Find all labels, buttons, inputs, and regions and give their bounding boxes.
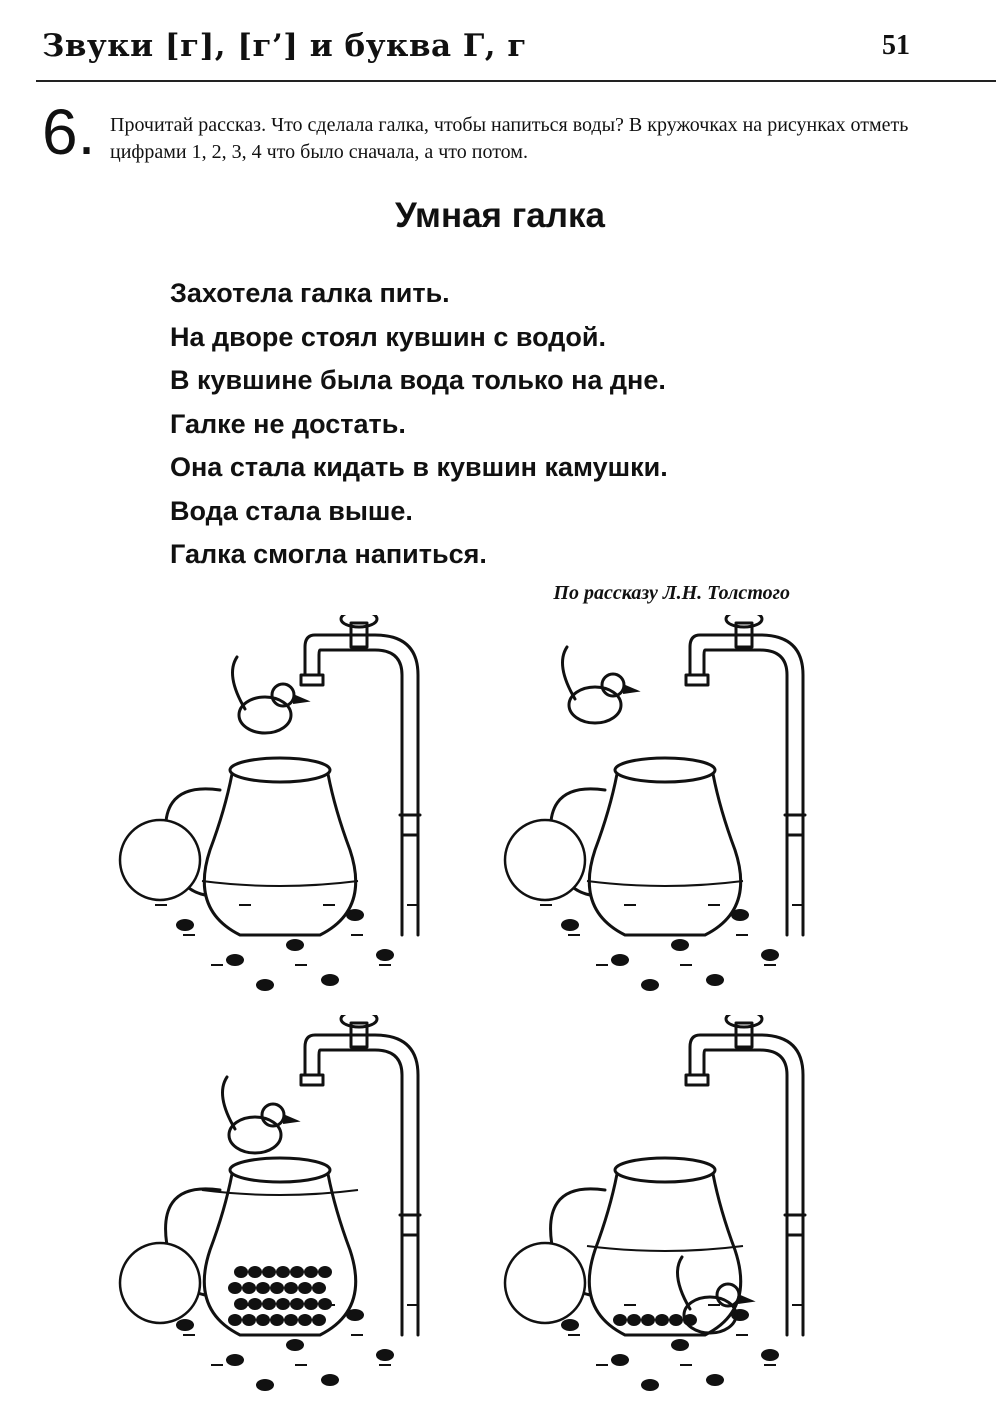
stone-in-jug — [256, 1282, 270, 1294]
stone-in-jug — [284, 1282, 298, 1294]
pebble — [256, 979, 274, 991]
stone-in-jug — [242, 1314, 256, 1326]
water-surface — [202, 881, 358, 886]
water-surface — [202, 1190, 358, 1195]
pebble — [671, 939, 689, 951]
pebble — [321, 974, 339, 986]
faucet-handle — [341, 1015, 377, 1027]
faucet-pipe — [325, 1035, 418, 1335]
pebble — [176, 1319, 194, 1331]
story-text — [170, 272, 668, 577]
faucet-spout — [301, 1035, 325, 1085]
stone-in-jug — [276, 1266, 290, 1278]
stone-in-jug — [627, 1314, 641, 1326]
pebble — [731, 1309, 749, 1321]
faucet-pipe — [710, 1050, 787, 1335]
pebble — [611, 1354, 629, 1366]
illustration-crow-jug-2 — [500, 615, 840, 1010]
faucet-pipe — [325, 650, 402, 935]
story-title: Умная галка — [395, 196, 605, 235]
stone-in-jug — [312, 1282, 326, 1294]
pebble — [286, 939, 304, 951]
stone-in-jug — [262, 1266, 276, 1278]
story-line: На дворе стоял кувшин с водой. — [170, 321, 606, 352]
pebble — [176, 919, 194, 931]
crow-body — [239, 697, 291, 733]
crow-beak — [623, 685, 637, 693]
stone-in-jug — [312, 1314, 326, 1326]
story-line: Галка смогла напиться. — [170, 539, 487, 569]
task-instruction: Прочитай рассказ. Что сделала галка, чтобы напиться воды? В кружочках на рисунках отметь цифрами 1, 2, 3, 4 что было сначала, а что потом. — [110, 114, 909, 163]
story-line: Галке не достать. — [170, 408, 406, 439]
task-number: 6. — [42, 96, 96, 168]
jug-body — [589, 774, 740, 935]
illustration-crow-jug-1 — [115, 615, 455, 1010]
crow-beak — [283, 1115, 297, 1123]
water-surface — [587, 881, 743, 886]
crow-body — [569, 687, 621, 723]
faucet-pipe — [710, 635, 803, 935]
pebble — [346, 909, 364, 921]
stone-in-jug — [228, 1314, 242, 1326]
stone-in-jug — [228, 1282, 242, 1294]
pebble — [761, 949, 779, 961]
pebble — [226, 1354, 244, 1366]
crow-wing — [678, 1257, 691, 1309]
story-line: Она стала кидать в кувшин камушки. — [170, 452, 668, 482]
pebble — [376, 949, 394, 961]
pebble — [706, 974, 724, 986]
stone-in-jug — [298, 1314, 312, 1326]
stone-in-jug — [262, 1298, 276, 1310]
answer-circle — [120, 820, 200, 900]
faucet-spout — [686, 1035, 710, 1085]
jug-rim — [615, 758, 715, 782]
crow-body — [229, 1117, 281, 1153]
pebble — [256, 1379, 274, 1391]
jug-body — [204, 1174, 355, 1335]
story-line: В кувшине была вода только на дне. — [170, 365, 666, 395]
stone-in-jug — [318, 1266, 332, 1278]
stone-in-jug — [613, 1314, 627, 1326]
page-header-title: Звуки [г], [г’] и буква Г, г — [42, 28, 527, 64]
illustration-crow-jug-4 — [500, 1015, 840, 1395]
stone-in-jug — [290, 1266, 304, 1278]
crow-wing — [233, 657, 246, 709]
stone-in-jug — [290, 1298, 304, 1310]
pebble — [706, 1374, 724, 1386]
stone-in-jug — [641, 1314, 655, 1326]
picture-panel-3 — [115, 1015, 455, 1395]
jug-rim — [230, 1158, 330, 1182]
answer-circle — [120, 1243, 200, 1323]
jug-rim — [615, 1158, 715, 1182]
crow-beak — [738, 1295, 752, 1303]
stone-in-jug — [669, 1314, 683, 1326]
stone-in-jug — [304, 1266, 318, 1278]
stone-in-jug — [248, 1266, 262, 1278]
faucet-pipe — [710, 650, 787, 935]
pebble — [671, 1339, 689, 1351]
stone-in-jug — [655, 1314, 669, 1326]
page-number: 51 — [882, 30, 910, 61]
stone-in-jug — [270, 1314, 284, 1326]
answer-circle — [505, 820, 585, 900]
story-line: Захотела галка пить. — [170, 278, 450, 308]
stone-in-jug — [242, 1282, 256, 1294]
picture-panel-4 — [500, 1015, 840, 1395]
faucet-handle — [341, 615, 377, 627]
pebble — [346, 1309, 364, 1321]
jug-rim — [230, 758, 330, 782]
water-surface — [587, 1246, 743, 1251]
pebble — [641, 979, 659, 991]
stone-in-jug — [304, 1298, 318, 1310]
stone-in-jug — [276, 1298, 290, 1310]
faucet-spout — [301, 635, 325, 685]
pebble — [561, 1319, 579, 1331]
story-attribution: По рассказу Л.Н. Толстого — [553, 582, 790, 604]
jug-body — [204, 774, 355, 935]
picture-panel-1 — [115, 615, 455, 1010]
pebble — [321, 1374, 339, 1386]
stone-in-jug — [270, 1282, 284, 1294]
faucet-pipe — [710, 1035, 803, 1335]
faucet-pipe — [325, 635, 418, 935]
story-line: Вода стала выше. — [170, 495, 413, 526]
faucet-handle — [726, 615, 762, 627]
picture-panel-2 — [500, 615, 840, 1010]
pebble — [611, 954, 629, 966]
crow-wing — [563, 647, 576, 699]
pebble — [641, 1379, 659, 1391]
crow-beak — [293, 695, 307, 703]
answer-circle — [505, 1243, 585, 1323]
stone-in-jug — [284, 1314, 298, 1326]
crow-wing — [223, 1077, 236, 1129]
stone-in-jug — [256, 1314, 270, 1326]
illustration-crow-jug-3 — [115, 1015, 455, 1395]
pebble — [376, 1349, 394, 1361]
pebble — [561, 919, 579, 931]
faucet-spout — [686, 635, 710, 685]
pebble — [761, 1349, 779, 1361]
pebble — [226, 954, 244, 966]
stone-in-jug — [234, 1266, 248, 1278]
header-divider — [36, 80, 996, 82]
pebble — [286, 1339, 304, 1351]
faucet-handle — [726, 1015, 762, 1027]
pebble — [731, 909, 749, 921]
jug-body — [589, 1174, 740, 1335]
stone-in-jug — [298, 1282, 312, 1294]
